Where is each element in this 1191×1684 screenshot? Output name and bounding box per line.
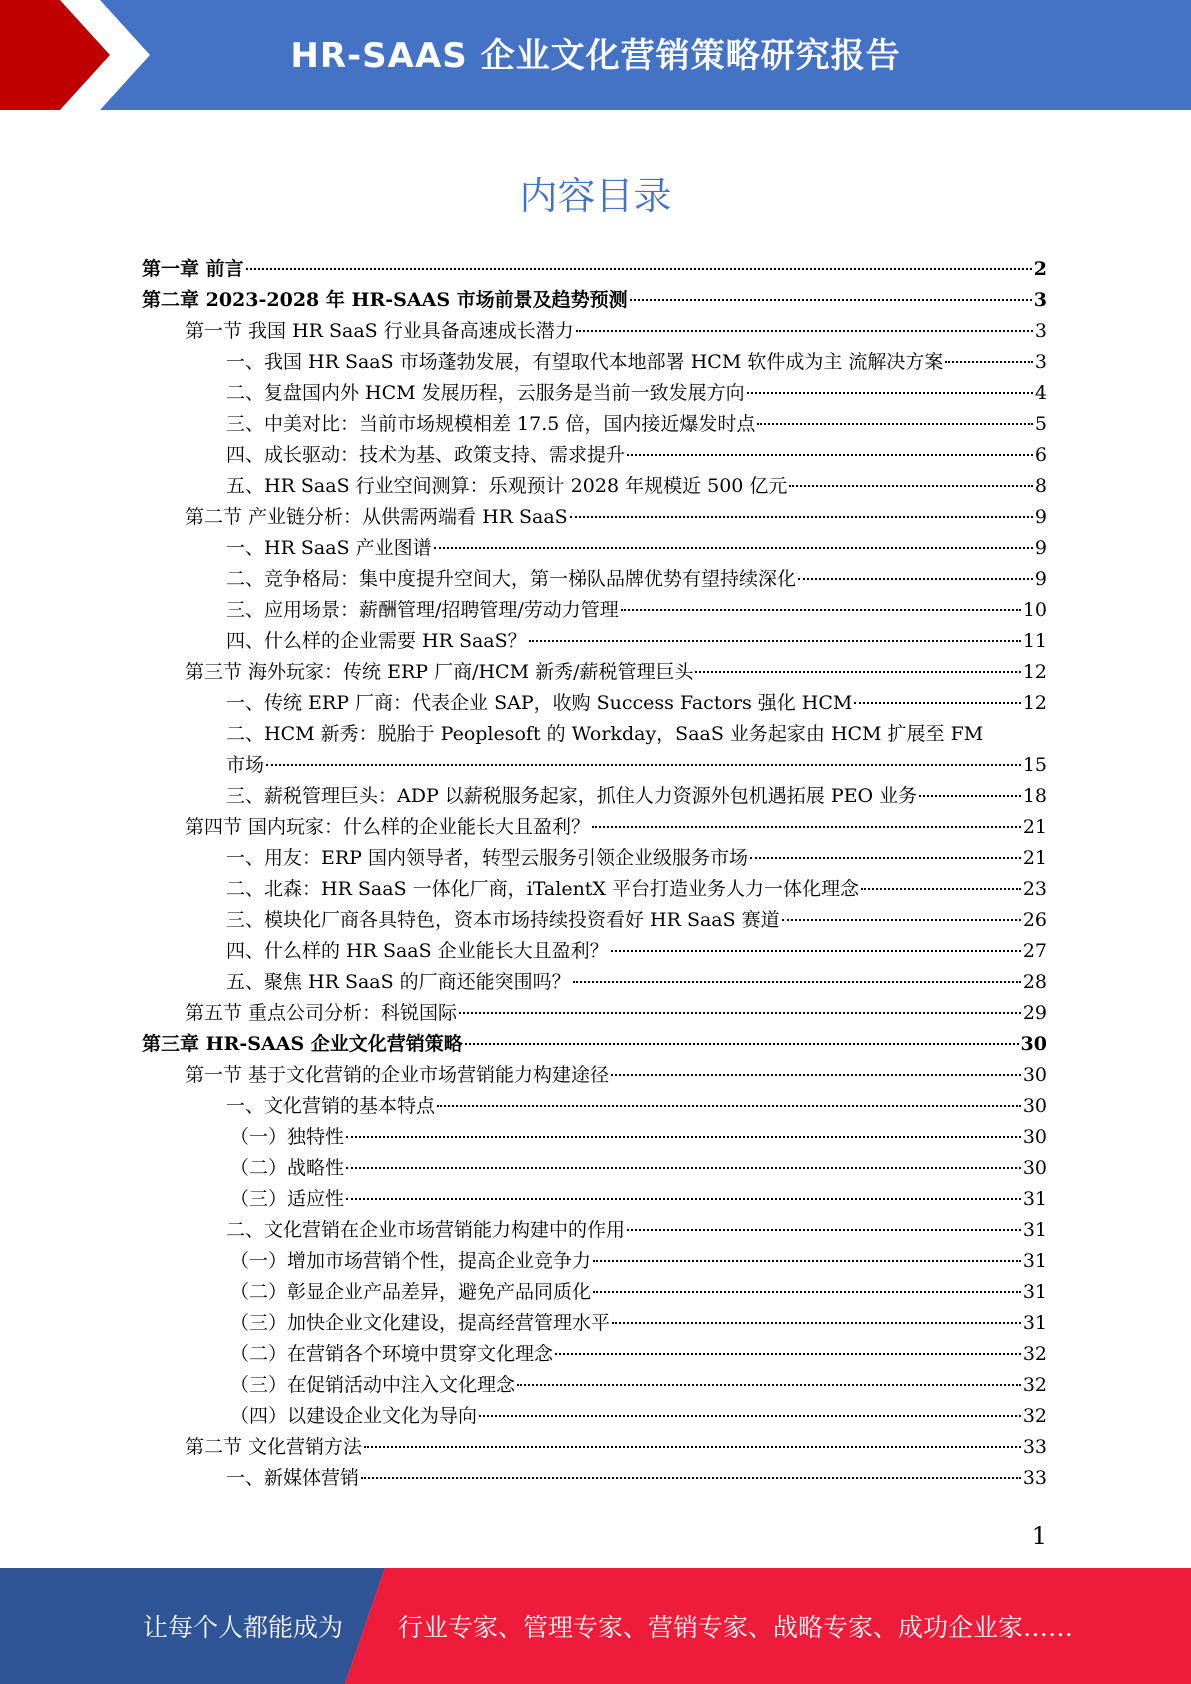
toc-entry-page: 9 — [1034, 568, 1047, 590]
toc-entry-label: 四、成长驱动：技术为基、政策支持、需求提升 — [226, 444, 626, 466]
toc-entry[interactable] — [142, 285, 1047, 316]
toc-entry-page: 3 — [1034, 351, 1047, 373]
toc-entry[interactable] — [142, 936, 1047, 967]
toc-entry-label: （二）在营销各个环境中贯穿文化理念 — [230, 1343, 554, 1365]
toc-entry-label: 第一节 我国 HR SaaS 行业具备高速成长潜力 — [185, 320, 574, 342]
toc-entry-page: 30 — [1022, 1064, 1047, 1086]
toc-entry-label: 一、用友：ERP 国内领导者，转型云服务引领企业级服务市场 — [226, 847, 749, 869]
toc-entry-page: 12 — [1022, 692, 1047, 714]
toc-leader-dots — [465, 1043, 1019, 1045]
toc-leader-dots — [627, 1229, 1021, 1231]
toc-entry[interactable] — [142, 1153, 1047, 1184]
toc-leader-dots — [627, 454, 1033, 456]
footer-slogan-right: 行业专家、管理专家、营销专家、战略专家、成功企业家…… — [398, 1613, 1074, 1642]
toc-entry-label: 二、竞争格局：集中度提升空间大，第一梯队品牌优势有望持续深化 — [226, 568, 797, 590]
toc-leader-dots — [695, 671, 1020, 673]
toc-entry-label: 五、HR SaaS 行业空间测算：乐观预计 2028 年规模近 500 亿元 — [226, 475, 788, 497]
report-title: HR-SAAS 企业文化营销策略研究报告 — [290, 36, 901, 76]
toc-entry[interactable] — [142, 1091, 1047, 1122]
toc-entry[interactable] — [142, 440, 1047, 471]
toc-entry-label: 一、我国 HR SaaS 市场蓬勃发展，有望取代本地部署 HCM 软件成为主 流解决方案 — [226, 351, 944, 373]
toc-leader-dots — [364, 1446, 1021, 1448]
toc-entry-page: 6 — [1034, 444, 1047, 466]
page-number: 1 — [1031, 1522, 1047, 1550]
toc-leader-dots — [346, 1198, 1021, 1200]
toc-entry-page: 31 — [1022, 1188, 1047, 1210]
toc-entry-page: 30 — [1022, 1126, 1047, 1148]
toc-entry-page: 27 — [1022, 940, 1047, 962]
toc-leader-dots — [861, 888, 1021, 890]
toc-entry[interactable] — [142, 502, 1047, 533]
toc-entry-page: 26 — [1022, 909, 1047, 931]
toc-entry-label: 三、模块化厂商各具特色，资本市场持续投资看好 HR SaaS 赛道 — [226, 909, 780, 931]
toc-entry-page: 15 — [1022, 754, 1047, 776]
toc-leader-dots — [555, 1353, 1021, 1355]
toc-entry-page: 28 — [1022, 971, 1047, 993]
toc-leader-dots — [757, 423, 1033, 425]
toc-entry[interactable] — [142, 316, 1047, 347]
toc-entry[interactable] — [142, 688, 1047, 719]
toc-entry[interactable] — [142, 1029, 1047, 1060]
toc-entry-label: 五、聚焦 HR SaaS 的厂商还能突围吗？ — [226, 971, 571, 993]
toc-entry-label: 第一章 前言 — [142, 258, 244, 280]
toc-entry-label: 二、复盘国内外 HCM 发展历程，云服务是当前一致发展方向 — [226, 382, 745, 404]
toc-entry-page: 33 — [1022, 1436, 1047, 1458]
toc-entry-label: 第二节 文化营销方法 — [185, 1436, 363, 1458]
toc-leader-dots — [789, 485, 1032, 487]
toc-leader-dots — [747, 392, 1033, 394]
toc-entry[interactable] — [142, 1432, 1047, 1463]
toc-entry-label: 二、文化营销在企业市场营销能力构建中的作用 — [226, 1219, 626, 1241]
toc-leader-dots — [479, 1415, 1021, 1417]
toc-entry[interactable] — [142, 998, 1047, 1029]
toc-entry-page: 5 — [1034, 413, 1047, 435]
toc-leader-dots — [782, 919, 1021, 921]
toc-entry[interactable] — [142, 1122, 1047, 1153]
toc-entry-page: 21 — [1022, 847, 1047, 869]
toc-entry[interactable] — [142, 750, 1047, 781]
toc-leader-dots — [919, 795, 1021, 797]
toc-entry-page: 18 — [1022, 785, 1047, 807]
toc-leader-dots — [573, 981, 1021, 983]
toc-leader-dots — [576, 330, 1033, 332]
toc-entry-label: （一）增加市场营销个性，提高企业竞争力 — [230, 1250, 592, 1272]
toc-leader-dots — [621, 609, 1021, 611]
toc-entry-page: 32 — [1022, 1405, 1047, 1427]
toc-entry[interactable] — [142, 657, 1047, 688]
toc-leader-dots — [437, 1105, 1021, 1107]
toc-entry[interactable] — [142, 564, 1047, 595]
toc-leader-dots — [798, 578, 1033, 580]
toc-entry-page: 31 — [1022, 1312, 1047, 1334]
toc-entry-label: 第三章 HR-SAAS 企业文化营销策略 — [142, 1033, 463, 1055]
toc-entry[interactable] — [142, 905, 1047, 936]
toc-leader-dots — [266, 764, 1021, 766]
toc-leader-dots — [459, 1012, 1021, 1014]
toc-entry-page: 30 — [1022, 1157, 1047, 1179]
toc-entry-page: 9 — [1034, 537, 1047, 559]
toc-leader-dots — [611, 950, 1021, 952]
toc-entry[interactable] — [142, 1215, 1047, 1246]
toc-entry-page: 8 — [1034, 475, 1047, 497]
toc-entry[interactable] — [142, 874, 1047, 905]
toc-entry[interactable] — [142, 409, 1047, 440]
toc-entry-label: （一）独特性 — [230, 1126, 345, 1148]
toc-entry-label: 二、HCM 新秀：脱胎于 Peoplesoft 的 Workday，SaaS 业务起家由 HCM 扩展至 FM — [226, 723, 984, 745]
footer-slogan-left: 让每个人都能成为 — [143, 1613, 344, 1642]
toc-entry-label: （三）适应性 — [230, 1188, 345, 1210]
toc-entry-page: 3 — [1034, 320, 1047, 342]
toc-entry-page: 29 — [1022, 1002, 1047, 1024]
toc-entry[interactable] — [142, 1308, 1047, 1339]
toc-entry[interactable] — [142, 967, 1047, 998]
toc-entry[interactable] — [142, 595, 1047, 626]
toc-entry-label: 三、薪税管理巨头：ADP 以薪税服务起家，抓住人力资源外包机遇拓展 PEO 业务 — [226, 785, 918, 807]
toc-entry-page: 21 — [1022, 816, 1047, 838]
toc-entry-label: 一、文化营销的基本特点 — [226, 1095, 436, 1117]
toc-entry[interactable] — [142, 1401, 1047, 1432]
toc-entry[interactable] — [142, 719, 1047, 750]
toc-entry[interactable] — [142, 347, 1047, 378]
toc-entry[interactable] — [142, 1339, 1047, 1370]
toc-entry-label: 四、什么样的 HR SaaS 企业能长大且盈利？ — [226, 940, 609, 962]
toc-entry-page: 31 — [1022, 1250, 1047, 1272]
toc-entry[interactable] — [142, 626, 1047, 657]
toc-entry-label: 三、应用场景：薪酬管理/招聘管理/劳动力管理 — [226, 599, 619, 621]
toc-entry-label: 第三节 海外玩家：传统 ERP 厂商/HCM 新秀/薪税管理巨头 — [185, 661, 694, 683]
toc-entry-page: 31 — [1022, 1281, 1047, 1303]
toc-entry-page: 32 — [1022, 1374, 1047, 1396]
toc-entry[interactable] — [142, 781, 1047, 812]
toc-entry-page: 9 — [1034, 506, 1047, 528]
toc-leader-dots — [570, 516, 1033, 518]
toc-entry-label: 第二章 2023-2028 年 HR-SAAS 市场前景及趋势预测 — [142, 289, 628, 311]
toc-leader-dots — [945, 361, 1033, 363]
toc-entry-page: 30 — [1020, 1033, 1047, 1055]
toc-entry[interactable] — [142, 1463, 1047, 1494]
toc-entry-label: （二）战略性 — [230, 1157, 345, 1179]
toc-leader-dots — [593, 1291, 1021, 1293]
toc-entry[interactable] — [142, 1246, 1047, 1277]
toc-entry[interactable] — [142, 1060, 1047, 1091]
toc-entry[interactable] — [142, 812, 1047, 843]
toc-entry-label: （二）彰显企业产品差异，避免产品同质化 — [230, 1281, 592, 1303]
toc-entry-label: 第五节 重点公司分析：科锐国际 — [185, 1002, 458, 1024]
toc-entry[interactable] — [142, 471, 1047, 502]
toc-leader-dots — [246, 268, 1032, 270]
toc-entry-label: 第二节 产业链分析：从供需两端看 HR SaaS — [185, 506, 568, 528]
toc-entry-label: 一、传统 ERP 厂商：代表企业 SAP，收购 Success Factors 强化 HCM — [226, 692, 853, 714]
toc-entry-label: 四、什么样的企业需要 HR SaaS？ — [226, 630, 527, 652]
toc-entry-label: 市场 — [226, 754, 265, 776]
toc-entry-page: 11 — [1022, 630, 1047, 652]
toc-entry[interactable] — [142, 533, 1047, 564]
toc-entry-label: （三）加快企业文化建设，提高经营管理水平 — [230, 1312, 611, 1334]
toc-leader-dots — [517, 1384, 1021, 1386]
toc-leader-dots — [630, 299, 1032, 301]
toc-entry-label: 一、HR SaaS 产业图谱 — [226, 537, 432, 559]
toc-entry-page: 31 — [1022, 1219, 1047, 1241]
toc-entry[interactable] — [142, 1370, 1047, 1401]
toc-entry-label: 第四节 国内玩家：什么样的企业能长大且盈利？ — [185, 816, 591, 838]
toc-entry-page: 10 — [1022, 599, 1047, 621]
toc-entry[interactable] — [142, 1277, 1047, 1308]
toc-entry-label: 三、中美对比：当前市场规模相差 17.5 倍，国内接近爆发时点 — [226, 413, 756, 435]
toc-entry-page: 4 — [1034, 382, 1047, 404]
toc-leader-dots — [434, 547, 1033, 549]
toc-entry-page: 23 — [1022, 878, 1047, 900]
toc-leader-dots — [750, 857, 1021, 859]
toc-entry-page: 32 — [1022, 1343, 1047, 1365]
toc-leader-dots — [361, 1477, 1021, 1479]
toc-leader-dots — [346, 1136, 1021, 1138]
toc-leader-dots — [346, 1167, 1021, 1169]
toc-entry-label: 第一节 基于文化营销的企业市场营销能力构建途径 — [185, 1064, 610, 1086]
toc-leader-dots — [612, 1322, 1021, 1324]
toc-entry-page: 30 — [1022, 1095, 1047, 1117]
toc-leader-dots — [529, 640, 1021, 642]
toc-entry-page: 33 — [1022, 1467, 1047, 1489]
toc-leader-dots — [593, 1260, 1021, 1262]
toc-entry[interactable] — [142, 1184, 1047, 1215]
page-footer-band — [0, 1568, 1191, 1684]
toc-entry-page: 12 — [1022, 661, 1047, 683]
toc-entry[interactable] — [142, 254, 1047, 285]
toc-entry[interactable] — [142, 378, 1047, 409]
toc-entry-page: 3 — [1033, 289, 1047, 311]
toc-leader-dots — [611, 1074, 1021, 1076]
toc-entry-label: 二、北森：HR SaaS 一体化厂商，iTalentX 平台打造业务人力一体化理念 — [226, 878, 860, 900]
toc-entry-label: （三）在促销活动中注入文化理念 — [230, 1374, 516, 1396]
toc-heading: 内容目录 — [519, 174, 672, 218]
toc-entry[interactable] — [142, 843, 1047, 874]
page-header-band — [0, 0, 1191, 110]
toc-entry-label: 一、新媒体营销 — [226, 1467, 360, 1489]
toc-entry-label: （四）以建设企业文化为导向 — [230, 1405, 478, 1427]
toc-entry-page: 2 — [1033, 258, 1047, 280]
toc-leader-dots — [854, 702, 1020, 704]
toc-leader-dots — [592, 826, 1021, 828]
